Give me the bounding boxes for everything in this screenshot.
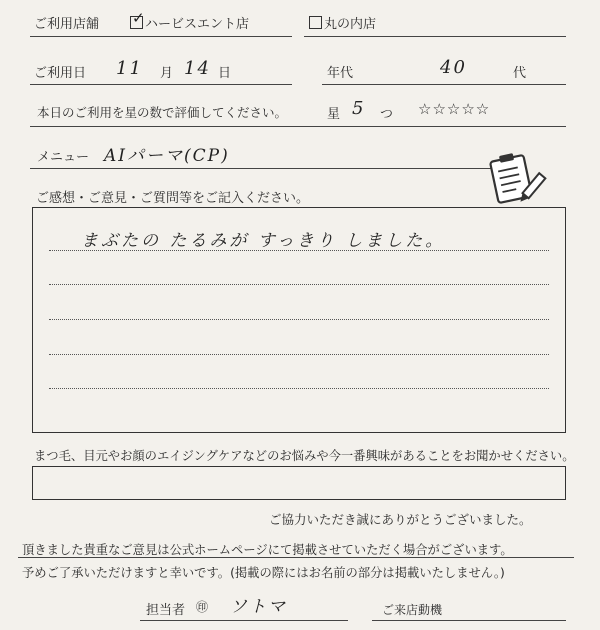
feedback-box[interactable] (32, 207, 566, 433)
feedback-dotline-3 (49, 319, 549, 320)
feedback-dotline-1 (49, 250, 549, 251)
staff-label: 担当者 (146, 603, 186, 618)
age-underline (322, 84, 566, 85)
star-rating-icons[interactable]: ☆☆☆☆☆ (418, 100, 491, 118)
motive-underline (372, 620, 566, 621)
month-unit: 月 (160, 66, 174, 81)
star-label: 星 (327, 107, 341, 122)
store-option-2-label: 丸の内店 (324, 17, 377, 32)
day-unit: 日 (218, 66, 232, 81)
store-underline-left (30, 36, 292, 37)
check-icon: ✓ (132, 9, 145, 27)
notice-line-2: 予めご了承いただけますと幸いです。(掲載の際にはお名前の部分は掲載いたしません。) (22, 566, 505, 580)
age-unit: 代 (513, 66, 527, 81)
menu-label: メニュー (37, 150, 90, 165)
interest-box[interactable] (32, 466, 566, 500)
store-option-1[interactable] (130, 9, 250, 32)
motive-label: ご来店動機 (382, 603, 443, 617)
menu-underline (30, 168, 492, 169)
feedback-dotline-5 (49, 388, 549, 389)
age-value[interactable]: 40 (440, 57, 467, 78)
feedback-dotline-2 (49, 284, 549, 285)
store-option-2-checkbox[interactable] (309, 16, 322, 29)
staff-underline (140, 620, 348, 621)
rating-underline (30, 126, 566, 127)
store-underline-right (304, 36, 566, 37)
notice-line-1: 頂きました貴重なご意見は公式ホームページにて掲載させていただく場合がございます。 (22, 543, 513, 557)
menu-value[interactable]: AIパーマ(CP) (104, 146, 230, 166)
staff-name-value[interactable]: ソトマ (230, 597, 287, 617)
clipboard-pencil-icon (486, 152, 548, 210)
feedback-dotline-4 (49, 354, 549, 355)
day-value[interactable]: 14 (184, 58, 211, 79)
notice-underline (18, 557, 574, 558)
store-option-1-checkbox[interactable] (130, 9, 145, 29)
feedback-prompt: ご感想・ご意見・ご質問等をご記入ください。 (36, 191, 310, 206)
month-value[interactable]: 11 (116, 58, 143, 79)
seal-icon: ㊞ (196, 600, 209, 614)
store-option-2[interactable] (309, 13, 376, 32)
star-count-value[interactable]: 5 (352, 98, 366, 119)
star-unit: つ (380, 107, 394, 122)
feedback-line-1: まぶたの たるみが すっきり しました。 (81, 231, 446, 251)
thanks-text: ご協力いただき誠にありがとうございました。 (269, 512, 532, 527)
interest-prompt: まつ毛、目元やお顔のエイジングケアなどのお悩みや今一番興味があることをお聞かせください。 (34, 449, 575, 463)
rating-prompt: 本日のご利用を星の数で評価してください。 (37, 105, 288, 120)
age-label: 年代 (327, 66, 354, 81)
store-label: ご利用店舗 (34, 17, 100, 32)
store-option-1-label: ハービスエント店 (145, 17, 250, 32)
date-underline (30, 84, 292, 85)
date-label: ご利用日 (34, 66, 87, 81)
